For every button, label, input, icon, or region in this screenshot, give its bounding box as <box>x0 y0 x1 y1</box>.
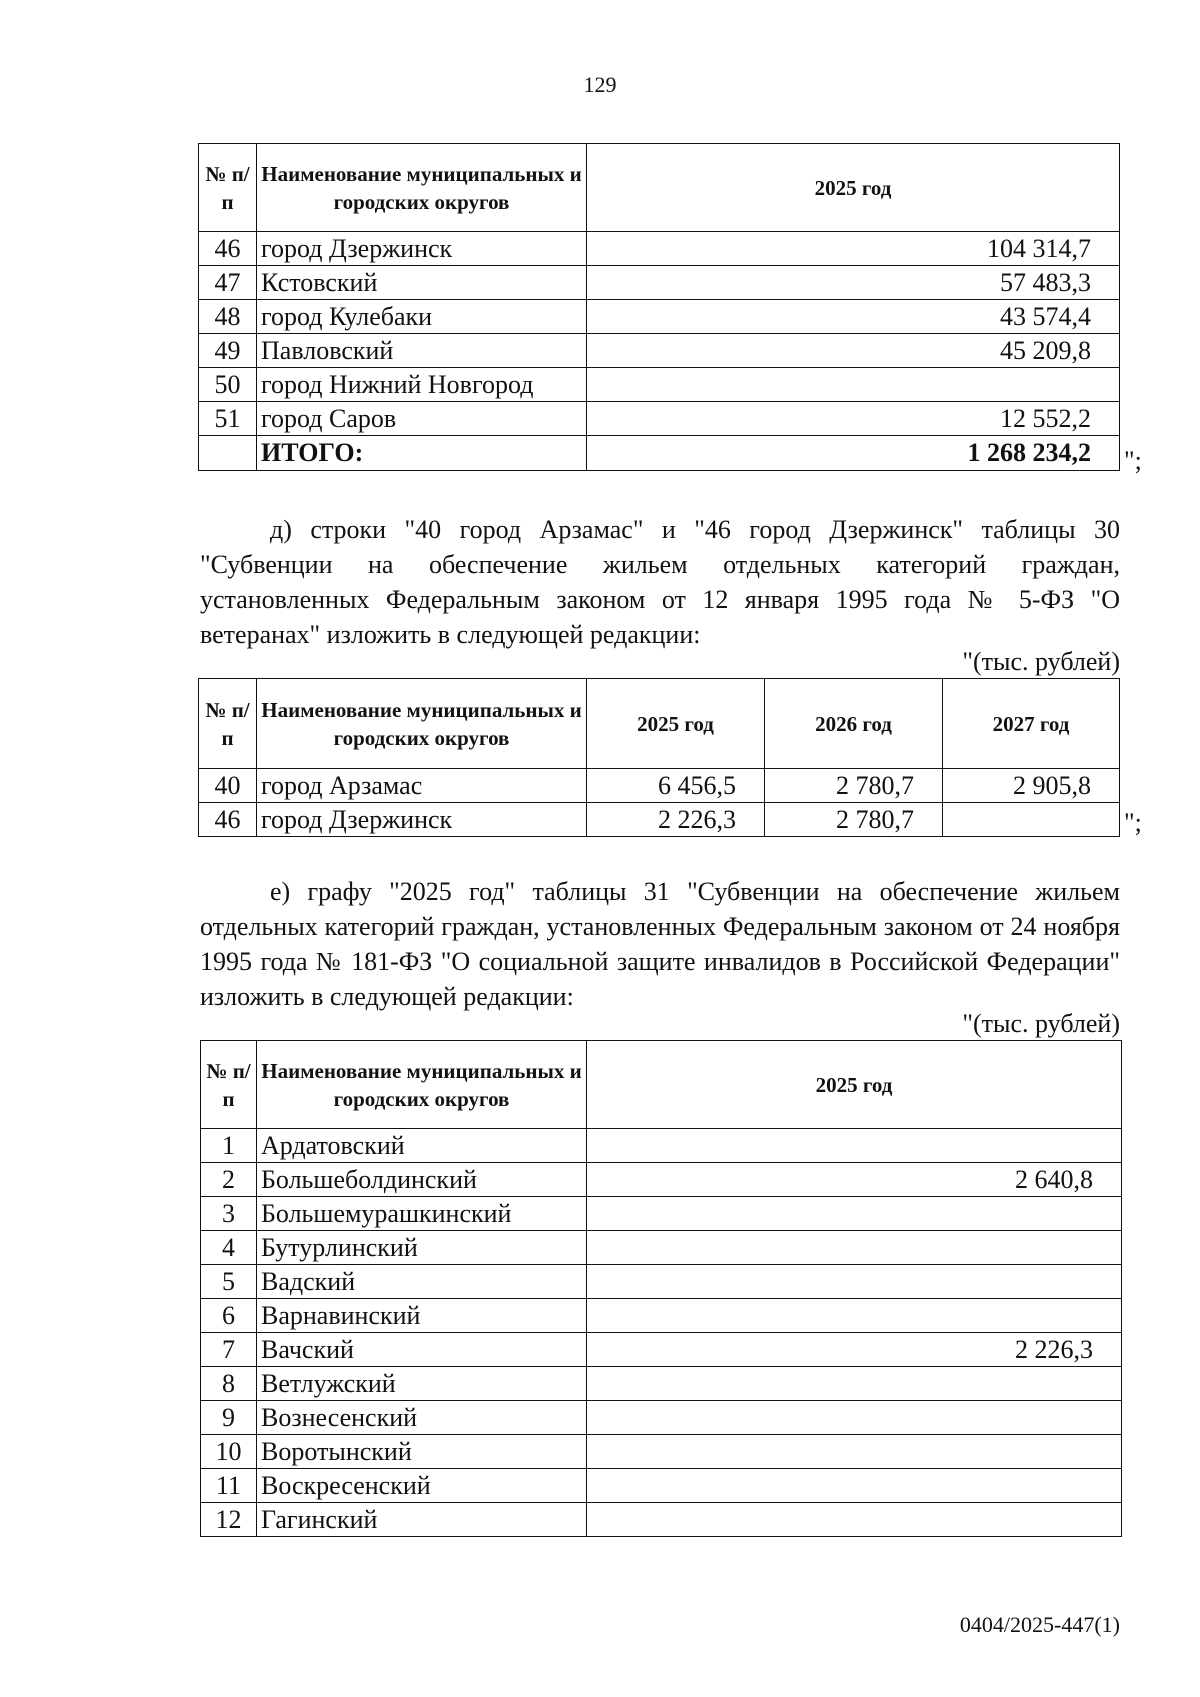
table-row <box>199 402 1120 436</box>
table-row <box>199 232 1120 266</box>
row-name: Бутурлинский <box>257 1231 587 1265</box>
row-number: 7 <box>201 1333 257 1367</box>
row-number: 51 <box>199 402 257 436</box>
row-value-2025 <box>587 1265 1122 1299</box>
row-number: 3 <box>201 1197 257 1231</box>
row-name: город Дзержинск <box>257 803 587 837</box>
table-row <box>201 1435 1122 1469</box>
table-row <box>199 368 1120 402</box>
table-row <box>201 1401 1122 1435</box>
row-number: 10 <box>201 1435 257 1469</box>
row-name: Варнавинский <box>257 1299 587 1333</box>
header-2025: 2025 год <box>587 144 1120 232</box>
table-row <box>199 769 1120 803</box>
page-number: 129 <box>583 72 617 97</box>
row-name: Ардатовский <box>257 1129 587 1163</box>
table-row <box>201 1503 1122 1537</box>
row-value-2025: 6 456,5 <box>587 769 765 803</box>
total-label: ИТОГО: <box>257 436 587 471</box>
table-row <box>201 1265 1122 1299</box>
header-2027: 2027 год <box>943 679 1120 769</box>
table-row <box>201 1469 1122 1503</box>
row-value-2025 <box>587 1435 1122 1469</box>
row-value-2027 <box>943 803 1120 837</box>
unit-label-1: "(тыс. рублей) <box>962 647 1120 676</box>
row-value-2025 <box>587 1197 1122 1231</box>
row-value-2025 <box>587 1367 1122 1401</box>
row-value-2025: 2 640,8 <box>587 1163 1122 1197</box>
row-number: 9 <box>201 1401 257 1435</box>
table-row <box>199 266 1120 300</box>
row-name: Большемурашкинский <box>257 1197 587 1231</box>
row-name: город Нижний Новгород <box>257 368 587 402</box>
row-number: 46 <box>199 232 257 266</box>
row-number: 50 <box>199 368 257 402</box>
row-value-2025 <box>587 1401 1122 1435</box>
row-name: город Саров <box>257 402 587 436</box>
row-number: 6 <box>201 1299 257 1333</box>
row-value-2025: 45 209,8 <box>587 334 1120 368</box>
unit-label-2: "(тыс. рублей) <box>962 1009 1120 1038</box>
table-1-end-mark: "; <box>1124 446 1142 475</box>
row-name: Вачский <box>257 1333 587 1367</box>
header-name: Наименование муниципальных и городских округов <box>257 1041 587 1129</box>
row-value-2025 <box>587 1469 1122 1503</box>
table-row <box>201 1231 1122 1265</box>
table-1 <box>198 143 1120 471</box>
row-value-2025 <box>587 1129 1122 1163</box>
header-2025: 2025 год <box>587 679 765 769</box>
paragraph-d: д) строки "40 город Арзамас" и "46 город Дзержинск" таблицы 30 "Субвенции на обеспечение жильем отдельных категорий граждан, установленных Федеральным законом от 12 января 1995 года № 5-ФЗ "О ветеранах" изложить в следующей редакции: <box>200 515 1120 649</box>
row-number: 48 <box>199 300 257 334</box>
table-row <box>201 1333 1122 1367</box>
header-no: № п/п <box>199 144 257 232</box>
row-value-2025: 2 226,3 <box>587 803 765 837</box>
table-2 <box>198 678 1120 837</box>
row-number: 12 <box>201 1503 257 1537</box>
row-name: Воскресенский <box>257 1469 587 1503</box>
table-row <box>199 334 1120 368</box>
header-name: Наименование муниципальных и городских округов <box>257 679 587 769</box>
row-number: 8 <box>201 1367 257 1401</box>
row-value-2025 <box>587 1299 1122 1333</box>
table-row <box>201 1129 1122 1163</box>
row-name: город Кулебаки <box>257 300 587 334</box>
table-row <box>201 1197 1122 1231</box>
row-number: 47 <box>199 266 257 300</box>
header-name: Наименование муниципальных и городских округов <box>257 144 587 232</box>
header-2025: 2025 год <box>587 1041 1122 1129</box>
row-name: город Арзамас <box>257 769 587 803</box>
row-value-2026: 2 780,7 <box>765 769 943 803</box>
row-number: 49 <box>199 334 257 368</box>
table-2-end-mark: "; <box>1124 808 1142 837</box>
row-name: Воротынский <box>257 1435 587 1469</box>
row-value-2027: 2 905,8 <box>943 769 1120 803</box>
paragraph-e: е) графу "2025 год" таблицы 31 "Субвенции на обеспечение жильем отдельных категорий граждан, установленных Федеральным законом от 24 ноября 1995 года № 181-ФЗ "О социальной защите инвалидов в Российской Федерации" изложить в следующей редакции: <box>200 877 1120 1011</box>
row-number: 40 <box>199 769 257 803</box>
row-number: 46 <box>199 803 257 837</box>
row-name: Гагинский <box>257 1503 587 1537</box>
total-value: 1 268 234,2 <box>587 436 1120 471</box>
row-value-2025: 104 314,7 <box>587 232 1120 266</box>
table-row <box>199 803 1120 837</box>
row-number: 5 <box>201 1265 257 1299</box>
table-row <box>201 1163 1122 1197</box>
row-name: Кстовский <box>257 266 587 300</box>
header-no: № п/п <box>201 1041 257 1129</box>
row-value-2025: 57 483,3 <box>587 266 1120 300</box>
row-value-2026: 2 780,7 <box>765 803 943 837</box>
row-name: Ветлужский <box>257 1367 587 1401</box>
row-value-2025 <box>587 1503 1122 1537</box>
row-name: город Дзержинск <box>257 232 587 266</box>
row-value-2025: 12 552,2 <box>587 402 1120 436</box>
row-name: Павловский <box>257 334 587 368</box>
table-row <box>201 1367 1122 1401</box>
row-value-2025 <box>587 1231 1122 1265</box>
row-number: 2 <box>201 1163 257 1197</box>
header-2026: 2026 год <box>765 679 943 769</box>
row-value-2025 <box>587 368 1120 402</box>
row-name: Вадский <box>257 1265 587 1299</box>
document-code: 0404/2025-447(1) <box>959 1612 1120 1637</box>
table-3 <box>200 1040 1122 1537</box>
row-number: 11 <box>201 1469 257 1503</box>
table-row <box>201 1299 1122 1333</box>
total-no-cell <box>199 436 257 471</box>
row-value-2025: 43 574,4 <box>587 300 1120 334</box>
row-name: Вознесенский <box>257 1401 587 1435</box>
row-number: 1 <box>201 1129 257 1163</box>
row-number: 4 <box>201 1231 257 1265</box>
header-no: № п/п <box>199 679 257 769</box>
row-name: Большеболдинский <box>257 1163 587 1197</box>
row-value-2025: 2 226,3 <box>587 1333 1122 1367</box>
table-row <box>199 300 1120 334</box>
